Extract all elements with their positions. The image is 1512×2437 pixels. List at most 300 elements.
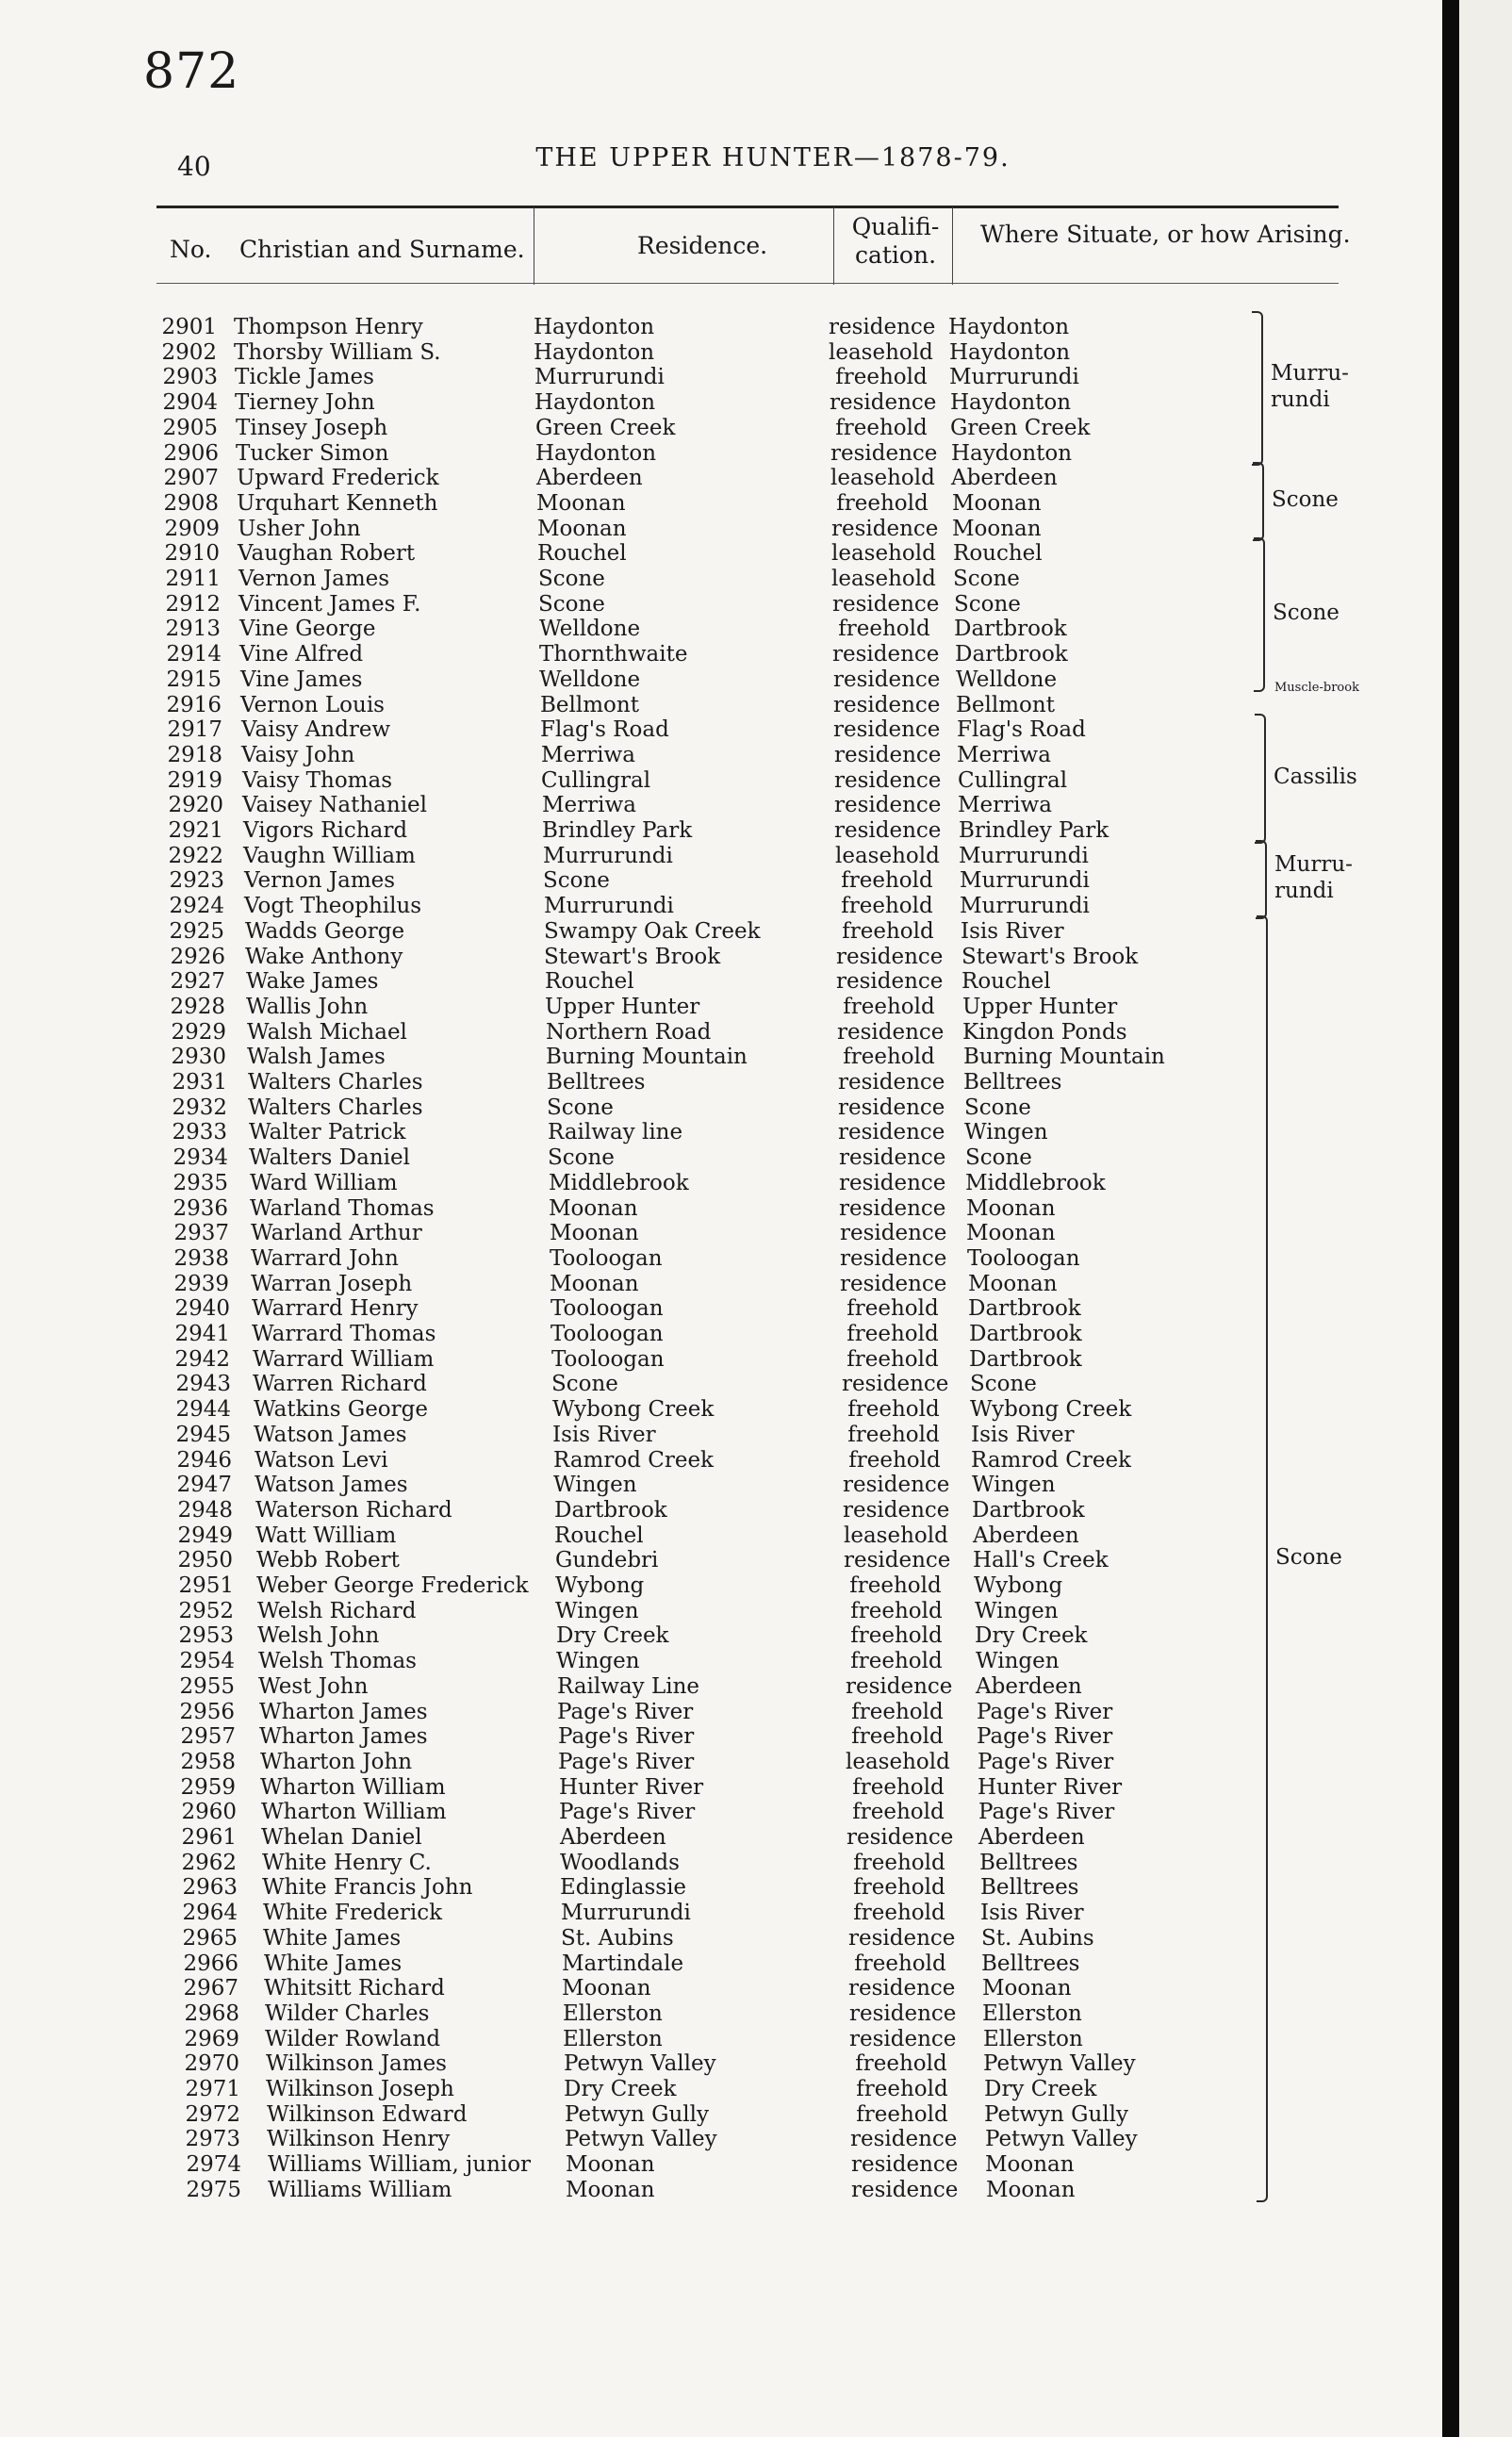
table-row	[0, 1473, 1442, 1497]
entry-qualification: freehold	[850, 1623, 943, 1649]
entry-residence: Wingen	[556, 1649, 640, 1674]
entry-number: 2963	[182, 1875, 238, 1901]
entry-name: Vaisy Thomas	[242, 767, 393, 793]
entry-qualification: freehold	[843, 1045, 935, 1070]
header-top-rule	[156, 206, 1339, 208]
table-row	[0, 340, 1442, 365]
entry-where: Tooloogan	[967, 1245, 1080, 1271]
entry-name: Warrard John	[251, 1245, 399, 1271]
entry-qualification: residence	[838, 1095, 945, 1120]
table-row	[0, 1851, 1442, 1875]
entry-residence: Brindley Park	[542, 818, 693, 843]
entry-name: Watson James	[254, 1422, 407, 1447]
entry-where: Burning Mountain	[963, 1045, 1165, 1070]
entry-number: 2915	[166, 667, 222, 692]
entry-residence: Wybong	[555, 1573, 645, 1598]
entry-number: 2967	[183, 1976, 238, 2001]
entry-name: Wilkinson James	[266, 2051, 447, 2077]
table-row	[0, 1322, 1442, 1346]
entry-number: 2956	[179, 1699, 235, 1724]
entry-where: Wingen	[964, 1120, 1048, 1145]
table-row	[0, 592, 1442, 617]
entry-residence: Scone	[543, 868, 610, 894]
entry-residence: Moonan	[550, 1221, 639, 1246]
entry-number: 2945	[175, 1422, 231, 1447]
entry-name: Vogt Theophilus	[244, 894, 422, 919]
entry-name: Welsh Richard	[257, 1598, 417, 1623]
entry-qualification: freehold	[853, 1850, 945, 1875]
entry-qualification: freehold	[850, 1649, 943, 1674]
entry-where: Bellmont	[956, 692, 1055, 717]
entry-name: White Francis John	[262, 1875, 473, 1901]
entry-residence: Petwyn Gully	[565, 2101, 709, 2127]
table-row	[0, 1120, 1442, 1144]
entry-residence: Haydonton	[534, 339, 655, 365]
entry-number: 2932	[172, 1095, 227, 1120]
entry-number: 2957	[180, 1724, 236, 1750]
entry-where: Scone	[965, 1145, 1032, 1171]
table-row	[0, 945, 1442, 969]
entry-where: Haydonton	[951, 440, 1073, 466]
entry-where: Rouchel	[961, 969, 1051, 995]
table-row	[0, 818, 1442, 843]
entry-qualification: freehold	[853, 1901, 945, 1926]
entry-qualification: leasehold	[831, 567, 936, 591]
entry-qualification: freehold	[838, 617, 930, 642]
table-row	[0, 1498, 1442, 1523]
table-row	[0, 1523, 1442, 1548]
entry-residence: Burning Mountain	[546, 1045, 748, 1070]
entry-qualification: residence	[831, 516, 939, 541]
entry-where: Green Creek	[950, 415, 1091, 440]
entry-number: 2971	[185, 2077, 240, 2101]
entry-where: Wingen	[976, 1649, 1060, 1674]
entry-number: 2941	[174, 1322, 230, 1346]
entry-name: Walsh Michael	[247, 1019, 407, 1045]
entry-qualification: residence	[834, 767, 942, 793]
table-row	[0, 2051, 1442, 2076]
entry-number: 2933	[172, 1120, 227, 1145]
district-label: Murru- rundi	[1274, 851, 1353, 903]
entry-number: 2966	[183, 1951, 238, 1976]
entry-name: Vigors Richard	[243, 818, 408, 843]
table-row	[0, 844, 1442, 868]
entry-residence: Wingen	[553, 1473, 637, 1498]
entry-name: Wake Anthony	[245, 944, 403, 969]
entry-number: 2920	[168, 793, 223, 818]
entry-qualification: residence	[830, 440, 938, 466]
entry-where: Kingdon Ponds	[962, 1019, 1127, 1045]
entry-number: 2923	[169, 868, 224, 894]
entry-where: Scone	[970, 1372, 1037, 1397]
entry-residence: Murrurundi	[534, 365, 665, 390]
entry-where: Merriwa	[958, 793, 1052, 818]
entry-residence: Moonan	[549, 1195, 638, 1221]
entry-residence: Wingen	[555, 1598, 639, 1623]
entry-qualification: residence	[849, 2001, 957, 2026]
entry-residence: Dry Creek	[556, 1623, 669, 1649]
district-label: Scone	[1275, 1544, 1342, 1570]
table-row	[0, 1750, 1442, 1774]
entry-qualification: residence	[836, 944, 944, 969]
entry-qualification: freehold	[853, 1875, 945, 1901]
table-row	[0, 1623, 1442, 1648]
entry-where: Page's River	[977, 1724, 1113, 1750]
table-row	[0, 1825, 1442, 1850]
entry-name: Thompson Henry	[234, 315, 423, 339]
entry-number: 2901	[161, 315, 217, 339]
entry-residence: Martindale	[562, 1951, 684, 1976]
entry-name: Wilkinson Joseph	[266, 2077, 454, 2101]
table-row	[0, 2027, 1442, 2051]
table-row	[0, 1599, 1442, 1623]
entry-residence: Tooloogan	[550, 1245, 663, 1271]
entry-name: Wallis John	[246, 994, 369, 1019]
entry-where: Murrurundi	[949, 365, 1079, 390]
entry-name: Upward Frederick	[237, 466, 439, 491]
entry-residence: Murrurundi	[543, 843, 673, 868]
entry-where: Dartbrook	[969, 1346, 1082, 1372]
entry-qualification: residence	[833, 667, 941, 692]
entry-name: Warland Thomas	[250, 1195, 435, 1221]
entry-residence: Belltrees	[547, 1070, 646, 1095]
table-row	[0, 517, 1442, 541]
entry-number: 2928	[170, 994, 225, 1019]
table-row	[0, 1272, 1442, 1296]
entry-qualification: freehold	[846, 1346, 939, 1372]
entry-name: Whelan Daniel	[261, 1825, 422, 1850]
entry-where: Petwyn Gully	[984, 2101, 1128, 2127]
entry-residence: Gundebri	[555, 1548, 659, 1573]
entry-qualification: freehold	[847, 1422, 940, 1447]
entry-where: Murrurundi	[960, 894, 1090, 919]
entry-residence: Bellmont	[540, 692, 639, 717]
entry-number: 2937	[173, 1221, 229, 1246]
entry-residence: Haydonton	[534, 315, 655, 339]
entry-qualification: freehold	[855, 2051, 947, 2077]
entry-name: Wharton William	[260, 1774, 446, 1800]
entry-where: Aberdeen	[973, 1523, 1079, 1548]
entry-number: 2931	[172, 1070, 227, 1095]
running-title: THE UPPER HUNTER—1878-79.	[535, 143, 1011, 173]
entry-number: 2952	[178, 1598, 234, 1623]
table-row	[0, 1800, 1442, 1824]
entry-where: Moonan	[966, 1195, 1056, 1221]
entry-residence: Ramrod Creek	[553, 1447, 714, 1473]
entry-residence: Moonan	[566, 2177, 655, 2202]
entry-number: 2939	[173, 1271, 229, 1296]
entry-number: 2946	[176, 1447, 232, 1473]
entry-name: Whitsitt Richard	[264, 1976, 445, 2001]
entry-number: 2903	[162, 365, 218, 390]
entry-qualification: residence	[844, 1548, 951, 1573]
entry-number: 2919	[167, 767, 222, 793]
entry-where: Brindley Park	[959, 818, 1109, 843]
entry-name: Williams William	[268, 2177, 452, 2202]
table-row	[0, 1296, 1442, 1321]
entry-name: Wilkinson Henry	[267, 2127, 451, 2152]
table-row	[0, 2127, 1442, 2151]
entry-name: Walters Charles	[248, 1070, 423, 1095]
district-label: Muscle-brook	[1274, 680, 1359, 695]
entry-where: Moonan	[986, 2177, 1076, 2202]
entry-qualification: residence	[846, 1673, 953, 1699]
entry-residence: Petwyn Valley	[565, 2127, 717, 2152]
entry-name: Vaisy Andrew	[241, 717, 391, 743]
entry-name: Vernon James	[238, 567, 390, 591]
table-row	[0, 894, 1442, 918]
entry-qualification: residence	[840, 1221, 947, 1246]
entry-qualification: residence	[840, 1271, 947, 1296]
entry-where: Aberdeen	[976, 1673, 1082, 1699]
entry-qualification: freehold	[848, 1447, 941, 1473]
table-row	[0, 541, 1442, 566]
entry-name: Vine Alfred	[239, 642, 364, 667]
district-label: Cassilis	[1274, 764, 1357, 789]
entry-number: 2934	[173, 1145, 228, 1171]
entry-residence: Page's River	[558, 1724, 695, 1750]
header-where: Where Situate, or how Arising.	[980, 221, 1351, 248]
entry-residence: Tooloogan	[551, 1322, 664, 1346]
district-label: Scone	[1272, 487, 1339, 513]
entry-where: Wingen	[972, 1473, 1056, 1498]
entry-number: 2951	[178, 1573, 234, 1598]
entry-number: 2961	[181, 1825, 237, 1850]
entry-qualification: residence	[849, 2026, 957, 2051]
entry-qualification: residence	[839, 1195, 946, 1221]
entry-name: Warland Arthur	[251, 1221, 422, 1246]
entry-name: Warren Richard	[253, 1372, 427, 1397]
table-row	[0, 1724, 1442, 1749]
entry-qualification: residence	[843, 1473, 950, 1498]
entry-number: 2975	[186, 2177, 241, 2202]
entry-qualification: residence	[848, 1925, 956, 1951]
entry-number: 2953	[178, 1623, 234, 1649]
entry-name: Welsh John	[257, 1623, 380, 1649]
entry-qualification: freehold	[843, 994, 935, 1019]
entry-residence: Rouchel	[537, 541, 627, 567]
table-row	[0, 1901, 1442, 1925]
entry-name: Warrard Henry	[252, 1296, 419, 1322]
entry-name: Vaughan Robert	[238, 541, 416, 567]
entry-residence: Scone	[547, 1095, 614, 1120]
table-row	[0, 1095, 1442, 1120]
entry-where: Ellerston	[982, 2001, 1082, 2026]
entry-where: Middlebrook	[965, 1170, 1106, 1195]
table-row	[0, 1221, 1442, 1245]
entry-qualification: residence	[834, 742, 942, 767]
entry-name: Warrard Thomas	[252, 1322, 436, 1346]
entry-residence: Thornthwaite	[539, 642, 688, 667]
entry-number: 2926	[170, 944, 225, 969]
entry-name: Warrard William	[253, 1346, 435, 1372]
entry-name: Wake James	[246, 969, 379, 995]
entry-number: 2948	[177, 1497, 233, 1523]
entry-where: Murrurundi	[959, 843, 1089, 868]
entry-name: Walters Daniel	[249, 1145, 410, 1171]
entry-qualification: leasehold	[830, 466, 935, 491]
entry-name: Vernon Louis	[240, 692, 385, 717]
entry-residence: Moonan	[537, 516, 627, 541]
entry-number: 2938	[173, 1245, 229, 1271]
entry-number: 2964	[182, 1901, 238, 1926]
entry-name: Wilder Charles	[265, 2001, 430, 2026]
entry-number: 2958	[180, 1749, 236, 1774]
entry-where: Ramrod Creek	[971, 1447, 1131, 1473]
table-row	[0, 919, 1442, 944]
table-row	[0, 1674, 1442, 1699]
entry-where: Petwyn Valley	[985, 2127, 1138, 2152]
entry-name: Wharton William	[261, 1800, 447, 1825]
entry-qualification: residence	[846, 1825, 954, 1850]
entry-residence: Petwyn Valley	[564, 2051, 716, 2077]
entry-qualification: freehold	[841, 894, 933, 919]
entry-name: Weber George Frederick	[256, 1573, 529, 1598]
entry-residence: Tooloogan	[551, 1296, 664, 1322]
entry-name: Waterson Richard	[255, 1497, 452, 1523]
table-row	[0, 995, 1442, 1019]
entry-where: Scone	[954, 591, 1021, 617]
entry-where: Cullingral	[958, 767, 1068, 793]
table-row	[0, 768, 1442, 793]
entry-residence: Scone	[548, 1145, 615, 1171]
entry-residence: Murrurundi	[561, 1901, 691, 1926]
table-row	[0, 441, 1442, 466]
entry-where: Rouchel	[953, 541, 1043, 567]
table-row	[0, 1171, 1442, 1195]
entry-number: 2970	[184, 2051, 239, 2077]
entry-number: 2949	[177, 1523, 233, 1548]
entry-residence: Green Creek	[535, 415, 676, 440]
table-row	[0, 868, 1442, 893]
table-row	[0, 693, 1442, 717]
entry-number: 2930	[171, 1045, 226, 1070]
entry-qualification: residence	[833, 717, 941, 743]
entry-where: Hunter River	[978, 1774, 1123, 1800]
entry-qualification: leasehold	[846, 1749, 950, 1774]
table-row	[0, 1700, 1442, 1724]
table-row	[0, 315, 1442, 339]
table-row	[0, 1145, 1442, 1170]
entry-number: 2960	[181, 1800, 237, 1825]
entry-name: Welsh Thomas	[258, 1649, 417, 1674]
entry-residence: Moonan	[562, 1976, 651, 2001]
entry-where: Petwyn Valley	[983, 2051, 1136, 2077]
table-row	[0, 1875, 1442, 1900]
entry-residence: Page's River	[559, 1800, 696, 1825]
entry-where: Aberdeen	[978, 1825, 1085, 1850]
entry-residence: Dartbrook	[554, 1497, 667, 1523]
entry-residence: Swampy Oak Creek	[544, 918, 761, 944]
entry-where: Haydonton	[949, 339, 1071, 365]
entry-residence: Ellerston	[563, 2026, 663, 2051]
entry-number: 2969	[184, 2026, 239, 2051]
entry-number: 2921	[168, 818, 223, 843]
entry-qualification: residence	[832, 591, 940, 617]
entry-name: Vine James	[240, 667, 363, 692]
entry-qualification: residence	[850, 2127, 958, 2152]
entry-qualification: freehold	[852, 1800, 945, 1825]
entry-where: Flag's Road	[957, 717, 1086, 743]
entry-qualification: residence	[829, 315, 936, 339]
entry-where: Belltrees	[963, 1070, 1062, 1095]
entry-residence: Flag's Road	[540, 717, 669, 743]
entry-qualification: residence	[848, 1976, 956, 2001]
table-row	[0, 642, 1442, 667]
entry-name: Wharton James	[259, 1724, 428, 1750]
entry-name: Vaughn William	[243, 843, 416, 868]
entry-where: Isis River	[961, 918, 1064, 944]
entry-where: Moonan	[952, 490, 1042, 516]
entry-where: Dartbrook	[972, 1497, 1085, 1523]
entry-qualification: freehold	[835, 415, 928, 440]
entry-qualification: residence	[836, 969, 944, 995]
entry-qualification: leasehold	[844, 1523, 948, 1548]
entry-qualification: freehold	[851, 1724, 944, 1750]
entry-name: White Henry C.	[262, 1850, 432, 1875]
entry-name: Tinsey Joseph	[236, 415, 388, 440]
entry-residence: Upper Hunter	[545, 994, 700, 1019]
entry-where: Page's River	[978, 1800, 1115, 1825]
table-row	[0, 1976, 1442, 2001]
entry-residence: Dry Creek	[564, 2077, 677, 2101]
entry-qualification: residence	[842, 1372, 949, 1397]
table-row	[0, 1020, 1442, 1045]
entry-number: 2925	[169, 918, 224, 944]
entry-name: Vaisy John	[241, 742, 355, 767]
entry-where: Moonan	[966, 1221, 1056, 1246]
entry-qualification: leasehold	[831, 541, 936, 567]
entry-qualification: residence	[830, 390, 937, 416]
table-row	[0, 617, 1442, 641]
entry-where: Merriwa	[957, 742, 1051, 767]
entry-where: Moonan	[952, 516, 1042, 541]
entry-number: 2973	[185, 2127, 240, 2152]
entry-where: St. Aubins	[981, 1925, 1094, 1951]
entry-where: Stewart's Brook	[961, 944, 1139, 969]
entry-qualification: residence	[840, 1245, 947, 1271]
entry-where: Dartbrook	[955, 642, 1068, 667]
entry-where: Page's River	[978, 1749, 1114, 1774]
entry-residence: Scone	[538, 591, 605, 617]
entry-where: Welldone	[956, 667, 1058, 692]
entry-where: Haydonton	[950, 390, 1072, 416]
table-row	[0, 2077, 1442, 2101]
entry-qualification: residence	[843, 1497, 950, 1523]
entry-residence: Ellerston	[563, 2001, 663, 2026]
entry-number: 2924	[169, 894, 224, 919]
entry-name: Walsh James	[247, 1045, 386, 1070]
entry-residence: Rouchel	[554, 1523, 644, 1548]
entry-number: 2955	[179, 1673, 235, 1699]
district-bracket	[1255, 714, 1266, 844]
entry-residence: Moonan	[550, 1271, 639, 1296]
entry-where: Ellerston	[983, 2026, 1083, 2051]
entry-number: 2962	[181, 1850, 237, 1875]
entry-residence: Welldone	[539, 667, 641, 692]
entry-number: 2904	[162, 390, 218, 416]
entry-number: 2918	[167, 742, 222, 767]
entry-name: White James	[263, 1925, 402, 1951]
page-edge	[1442, 0, 1512, 2437]
entry-number: 2913	[165, 617, 221, 642]
header-bottom-rule	[156, 283, 1339, 284]
entry-where: Moonan	[968, 1271, 1058, 1296]
entry-number: 2943	[175, 1372, 231, 1397]
table-row	[0, 1448, 1442, 1473]
entry-residence: Rouchel	[545, 969, 634, 995]
entry-number: 2959	[180, 1774, 236, 1800]
